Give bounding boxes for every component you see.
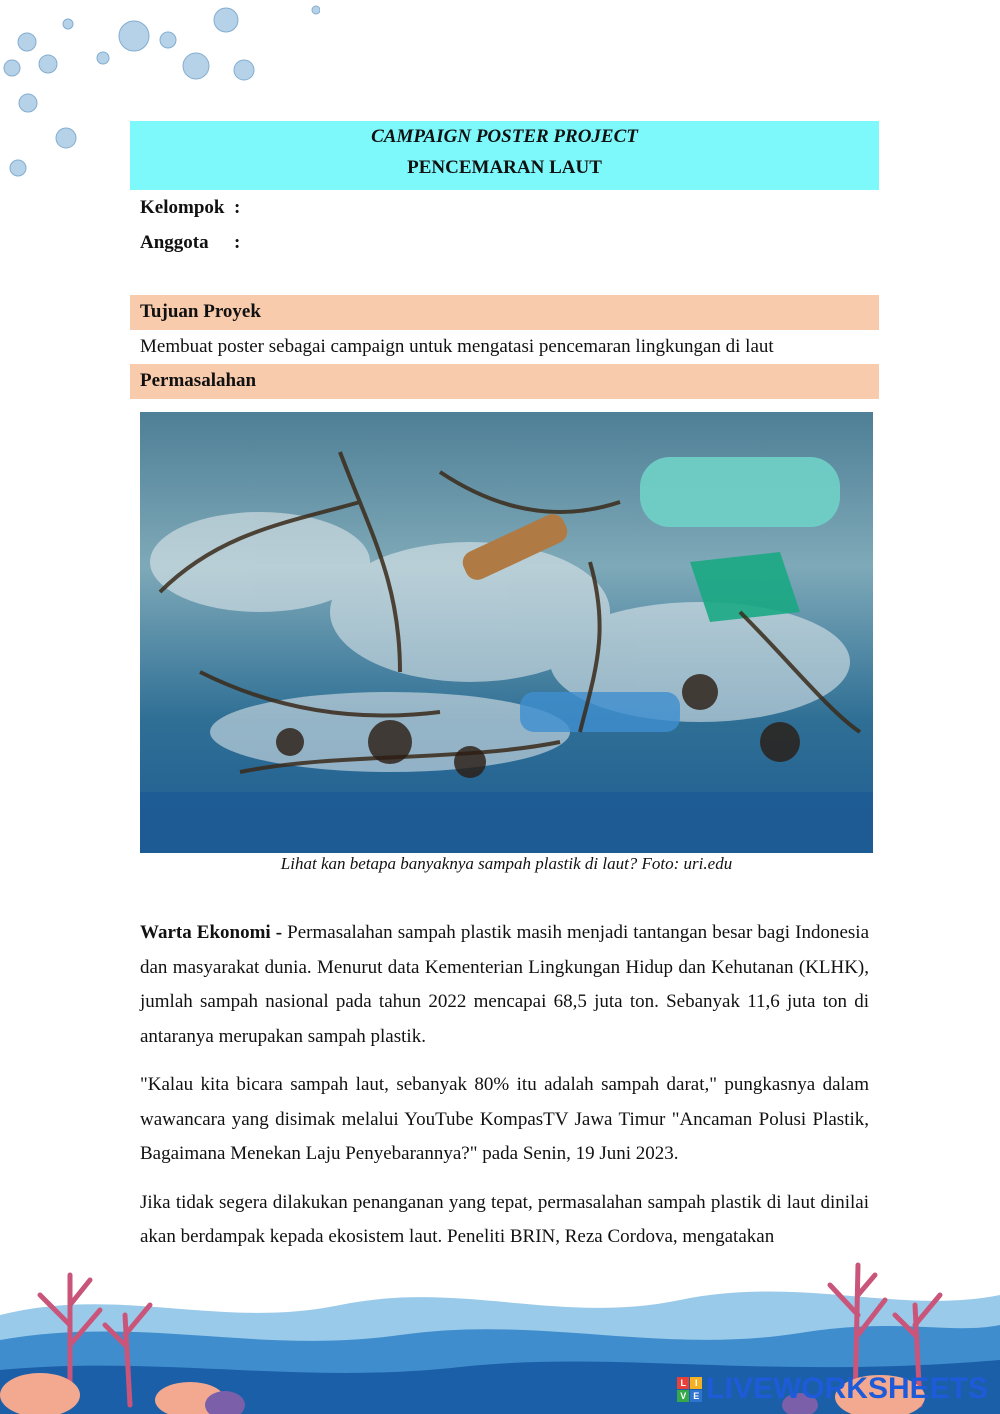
worksheet-body — [130, 121, 879, 399]
article-paragraph-3: Jika tidak segera dilakukan penanganan yang tepat, permasalahan sampah plastik di laut dinilai akan berdampak kepada ekosistem laut. Peneliti BRIN, Reza Cordova, mengatakan — [140, 1191, 869, 1247]
article-source: Warta Ekonomi - — [140, 922, 283, 943]
article-p1-text: Permasalahan sampah plastik masih menjadi tantangan besar bagi Indonesia dan masyarakat dunia. Menurut data Kementerian Lingkungan Hidup dan Kehutanan (KLHK), jumlah sampah nasional pada tahun 2022 mencapai 68,5 juta ton. Sebanyak 11,6 juta ton di antaranya merupakan sampah plastik. — [140, 922, 870, 1047]
article-paragraph-1 — [140, 916, 869, 1054]
liveworksheets-brand — [677, 1372, 988, 1406]
liveworksheets-logo-icon — [677, 1377, 702, 1402]
photo-caption: Lihat kan betapa banyaknya sampah plastik di laut? Foto: uri.edu — [280, 854, 733, 873]
liveworksheets-wordmark: LIVEWORKSHEETS — [706, 1372, 988, 1405]
goal-heading: Tujuan Proyek — [130, 295, 879, 330]
project-subtitle: PENCEMARAN LAUT — [407, 157, 602, 178]
logo-letter-v: V — [677, 1390, 689, 1402]
logo-letter-e: E — [690, 1390, 702, 1402]
project-title: CAMPAIGN POSTER PROJECT — [371, 126, 638, 147]
group-label: Kelompok — [140, 197, 225, 218]
group-separator: : — [234, 197, 241, 218]
ocean-plastic-photo — [140, 412, 873, 853]
article — [140, 916, 869, 1269]
logo-letter-i: I — [690, 1377, 702, 1389]
logo-letter-l: L — [677, 1377, 689, 1389]
members-separator: : — [234, 232, 241, 253]
title-band — [130, 121, 879, 190]
members-label: Anggota — [140, 232, 209, 253]
article-paragraph-2: "Kalau kita bicara sampah laut, sebanyak 80% itu adalah sampah darat," pungkasnya dalam wawancara yang disimak melalui YouTube KompasTV Jawa Timur "Ancaman Polusi Plastik, Bagaimana Menekan Laju Penyebarannya?" pada Senin, 19 Juni 2023. — [140, 1074, 869, 1164]
members-field — [130, 225, 879, 260]
problem-heading: Permasalahan — [130, 364, 879, 399]
goal-text: Membuat poster sebagai campaign untuk mengatasi pencemaran lingkungan di laut — [140, 336, 774, 357]
group-field — [130, 190, 879, 225]
